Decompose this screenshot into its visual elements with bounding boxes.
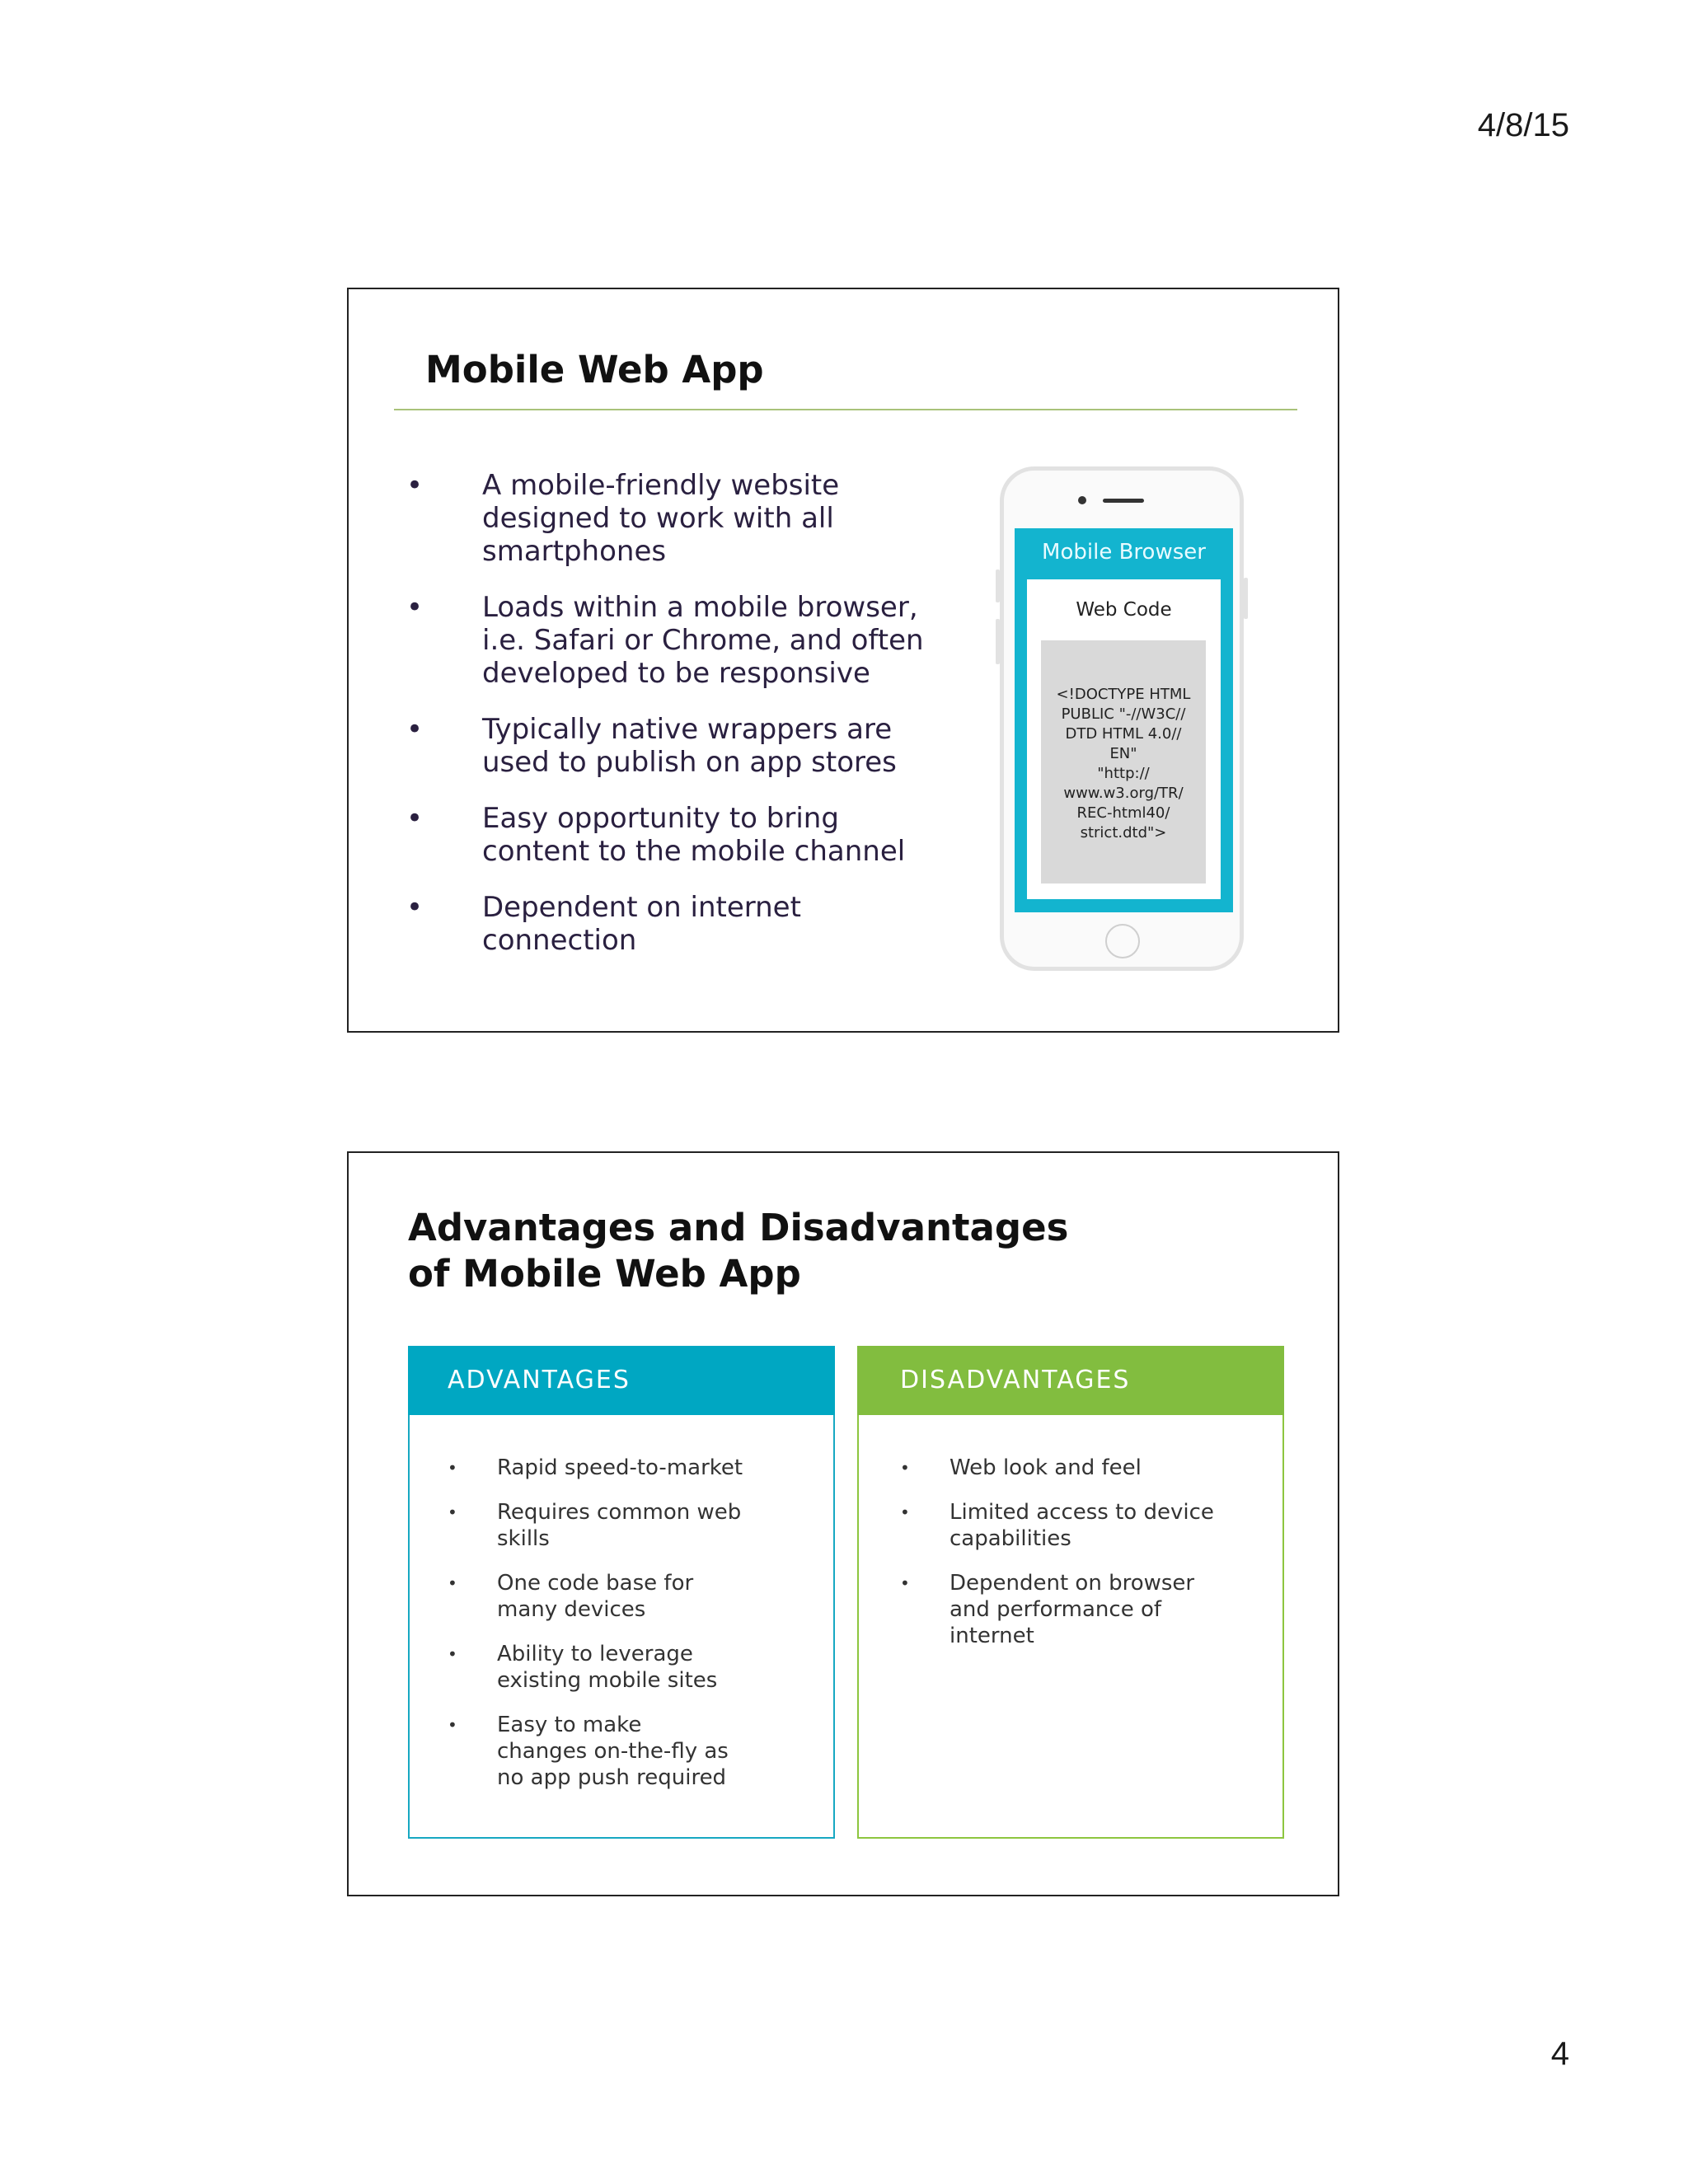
bullet-item: • Easy opportunity to bring content to the mobile channel [406, 802, 906, 868]
slide-title [408, 1205, 1068, 1297]
bullet-dot-icon: • [406, 891, 424, 924]
phone-volume-button [996, 619, 1000, 664]
smartphone-illustration [1000, 466, 1244, 971]
bullet-item: • Dependent on internet connection [406, 891, 801, 957]
bullet-dot-icon: • [448, 1644, 457, 1664]
bullet-dot-icon: • [448, 1502, 457, 1522]
list-item: • Requires common web skills [448, 1500, 742, 1551]
bullet-dot-icon: • [448, 1715, 457, 1735]
list-item: • Limited access to device capabilities [900, 1500, 1214, 1551]
slide-title: Mobile Web App [425, 348, 764, 391]
phone-power-button [1244, 578, 1248, 619]
bullet-dot-icon: • [900, 1573, 910, 1593]
phone-side-button [996, 569, 1000, 602]
title-line-1: Advantages and Disadvantages [408, 1206, 1069, 1249]
bullet-dot-icon: • [406, 802, 424, 835]
web-code-label: Web Code [1076, 599, 1172, 621]
advantages-list [448, 1455, 794, 1809]
mobile-browser-label: Mobile Browser [1042, 540, 1206, 565]
bullet-item: • Typically native wrappers are used to publish on app stores [406, 713, 897, 779]
list-item: • Ability to leverage existing mobile sites [448, 1642, 718, 1693]
title-divider [394, 409, 1297, 410]
bullet-dot-icon: • [448, 1458, 457, 1478]
bullet-dot-icon: • [406, 591, 424, 624]
list-item: • Easy to make changes on-the-fly as no app push required [448, 1713, 729, 1790]
browser-viewport [1027, 579, 1221, 899]
bullet-item: • Loads within a mobile browser, i.e. Safari or Chrome, and often developed to be responsive [406, 591, 924, 690]
disadvantages-header: DISADVANTAGES [857, 1346, 1284, 1415]
disadvantages-list [900, 1455, 1246, 1667]
page-number: 4 [1550, 2036, 1569, 2072]
slide-advantages-disadvantages [347, 1151, 1339, 1896]
list-item: • One code base for many devices [448, 1571, 694, 1622]
bullet-list [406, 469, 950, 980]
list-item: • Web look and feel [900, 1455, 1142, 1480]
advantages-header: ADVANTAGES [408, 1346, 835, 1415]
bullet-dot-icon: • [448, 1573, 457, 1593]
title-line-2: of Mobile Web App [408, 1252, 801, 1296]
slide-mobile-web-app [347, 288, 1339, 1033]
list-item: • Dependent on browser and performance of internet [900, 1571, 1195, 1648]
bullet-dot-icon: • [900, 1458, 910, 1478]
disadvantages-column [857, 1346, 1284, 1839]
code-text: <!DOCTYPE HTML PUBLIC "-//W3C// DTD HTML 4.0// EN" "http:// www.w3.org/TR/ REC-html40/ strict.dtd"> [1056, 686, 1191, 841]
home-button-icon [1105, 924, 1140, 958]
bullet-dot-icon: • [406, 469, 424, 502]
phone-speaker-icon [1103, 499, 1144, 503]
phone-camera-icon [1078, 496, 1086, 504]
advantages-column [408, 1346, 835, 1839]
bullet-dot-icon: • [900, 1502, 910, 1522]
phone-screen [1015, 528, 1233, 912]
bullet-dot-icon: • [406, 713, 424, 746]
bullet-item: • A mobile-friendly website designed to work with all smartphones [406, 469, 840, 568]
code-block [1041, 640, 1206, 883]
list-item: • Rapid speed-to-market [448, 1455, 743, 1480]
page-date: 4/8/15 [1477, 107, 1569, 143]
